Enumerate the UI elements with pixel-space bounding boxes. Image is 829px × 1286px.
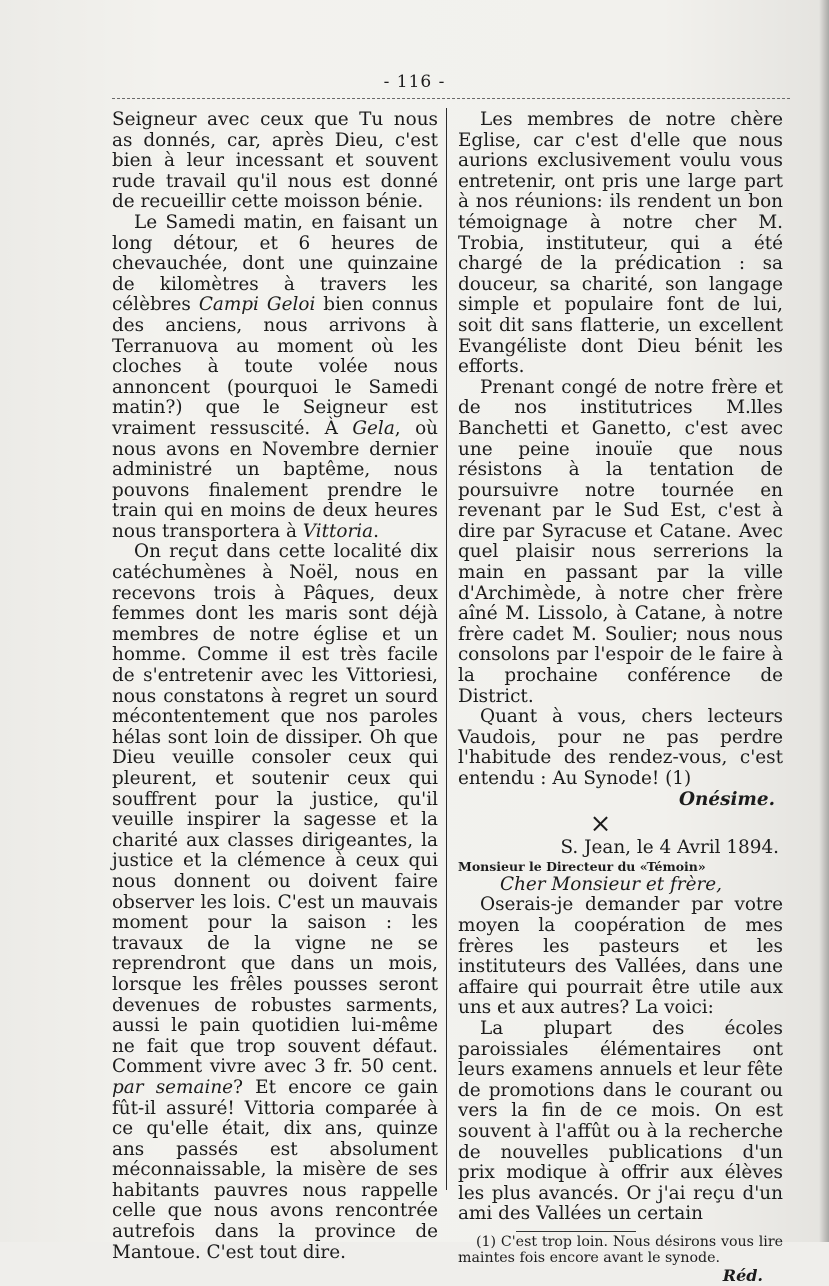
page-number: - 116 - [383,72,446,92]
author-signature: Onésime. [679,788,775,810]
paragraph-continuation: Seigneur avec ceux que Tu nous as donnés, car, après Dieu, c'est bien à leur incessant et souvent rude travail qu'il nous est donné de recueillir cette moisson bénie. [112,109,438,213]
place-name: Vittoria [302,520,374,542]
footnote-signature: Réd. [722,1265,763,1285]
paragraph-samedi [112,213,438,543]
footnote: (1) C'est trop loin. Nous désirons vous lire maintes fois encore avant le synode. [458,1233,783,1266]
paragraph-text: bien connus des anciens, nous arrivons à Terranuova au moment où les cloches à toute volée nous annoncent (pourquoi le Samedi matin?) que le Seigneur est vraiment ressuscité. À [112,294,438,439]
paragraph-text: ? Et encore ce gain fût-il assuré! Vittoria comparée à ce qu'elle était, dix ans, quinze ans passés est absolument méconnaissable, la misère de ses habitants pauvres nous rappelle celle que nous avons rencontrée autrefois dans la province de Mantoue. C'est tout dire. [112,1076,438,1263]
right-column [458,110,783,1286]
paragraph-membres: Les membres de notre chère Eglise, car c'est d'elle que nous aurions exclusivement voulu vous entretenir, ont pris une large part à nos réunions: ils rendent un bon témoignage à notre cher M. Trobia, instituteur, qui a été chargé de la prédication : sa douceur, sa charité, son langage simple et populaire font de lui, soit dit sans flatterie, un excellent Evangéliste dont Dieu bénit les efforts. [458,109,783,378]
place-name: Campi Geloi [198,294,316,316]
section-cross: × [589,809,612,840]
paragraph-vittoria [112,542,438,1263]
paragraph-conge: Prenant congé de notre frère et de nos institutrices M.lles Banchetti et Ganetto, c'est avec une peine inouïe que nous résistons à la tentation de poursuivre notre tournée en revenant par le Sud Est, c'est à dire par Syracuse et Catane. Avec quel plaisir nous serrerions la main en passant par la ville d'Archimède, à notre cher frère aîné M. Lissolo, à Catane, à notre frère cadet M. Soulier; nous nous consolons par l'espoir de le faire à la prochaine conférence de District. [458,376,783,707]
letter-salutation: Cher Monsieur et frère, [500,873,722,895]
letter-addressee: Monsieur le Directeur du «Témoin» [458,858,706,874]
footnote-rule [516,1231,636,1232]
paragraph-text: Le Samedi matin, en faisant un long détour, et 6 heures de chevauchée, dont une quinzaine de kilomètres à travers les célèbres [112,211,438,316]
column-divider [446,108,447,1190]
left-column [112,110,438,1263]
paragraph-text: On reçut dans cette localité dix catéchumènes à Noël, nous en recevons trois à Pâques, deux femmes dont les maris sont déjà membres de notre église et un homme. Comme il est très facile de s'entretenir avec les Vittoriesi, nous constatons à regret un sourd mécontentement que nos paroles hélas sont loin de dissiper. Oh que Dieu veuille consoler ceux qui pleurent, et soutenir ceux qui souffrent pour la justice, qu'il veuille inspirer la sagesse et la charité aux classes dirigeantes, la justice et la clémence à ceux qui nous donnent ou doivent faire observer les lois. C'est un mauvais moment pour la saison : les travaux de la vigne ne se reprendront que dans un mois, lorsque les frêles pousses seront devenues de robustes sarments, aussi le pain quotidien lui-même ne fait que trop souvent défaut. Comment vivre avec 3 fr. 50 cent. [112,541,438,1078]
paragraph-lecteurs: Quant à vous, chers lecteurs Vaudois, pour ne pas perdre l'habitude des rendez-vous, c'est entendu : Au Synode! (1) [458,706,783,789]
paragraph-text: . [373,520,379,542]
letter-dateline: S. Jean, le 4 Avril 1894. [560,837,779,859]
page-edge-shadow [819,0,829,1242]
place-name: Gela [352,417,395,439]
paragraph-text: , où nous avons en Novembre dernier administré un baptême, nous pouvons finalement prendre le train qui en moins de deux heures nous transportera à [112,417,438,542]
paragraph-oserais: Oserais-je demander par votre moyen la coopération de mes frères les pasteurs et les instituteurs des Vallées, dans une affaire qui pourrait être utile aux uns et aux autres? La voici: [458,894,783,1019]
emphasis: par semaine [112,1076,234,1098]
header-rule [112,98,790,99]
paragraph-ecoles: La plupart des écoles paroissiales élémentaires ont leurs examens annuels et leur fête de promotions dans le courant ou vers la fin de ce mois. On est souvent à l'affût ou à la recherche de nouvelles publications d'un prix modique à offrir aux élèves les plus avancés. Or j'ai reçu d'un ami des Vallées un certain [458,1017,783,1225]
